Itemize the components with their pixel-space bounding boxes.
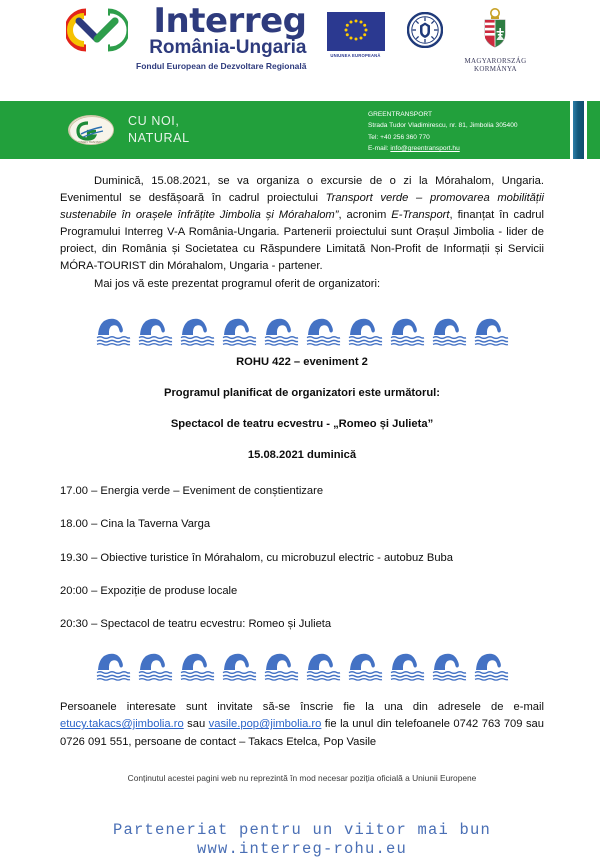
interreg-tagline: Fondul European de Dezvoltare Regională bbox=[136, 61, 307, 72]
company-name: GREENTRANSPORT bbox=[368, 111, 432, 118]
registration-contact-paragraph bbox=[60, 681, 544, 752]
green-header-bar bbox=[0, 101, 600, 159]
slogan-line-1: CU NOI, bbox=[128, 114, 180, 129]
program-intro-paragraph: Mai jos vă este prezentat programul oferit de organizatori: bbox=[94, 278, 381, 291]
wave-icon bbox=[390, 315, 425, 346]
wave-divider-top bbox=[87, 315, 517, 346]
hungary-caption-line1: MAGYARORSZÁG bbox=[464, 57, 527, 65]
wave-icon bbox=[348, 315, 383, 346]
interreg-infinity-icon bbox=[66, 8, 128, 52]
company-address: Strada Tudor Vladimirescu, nr. 81, Jimbolia 305400 bbox=[368, 122, 518, 130]
header-contact-block bbox=[368, 109, 518, 154]
wave-icon bbox=[306, 315, 341, 346]
intro-text-3: , finanțat în cadrul Programului Interreg V-A România-Ungaria. Partenerii proiectului sunt Orașul Jimbolia - lider de proiect, din România și Societatea cu Răspundere Limitată Non-Profit de Informații și Servicii MÓRA-TOURIST din Mórahalom, Ungaria - partener. bbox=[60, 209, 544, 273]
contact-text-2: sau bbox=[183, 718, 209, 731]
document-content bbox=[0, 159, 600, 858]
email-link-pop[interactable]: vasile.pop@jimbolia.ro bbox=[208, 718, 322, 731]
schedule-item: 20:30 – Spectacol de teatru ecvestru: Romeo și Julieta bbox=[60, 618, 332, 631]
wave-icon bbox=[138, 315, 173, 346]
eu-flag-icon bbox=[327, 12, 385, 51]
wave-icon bbox=[264, 650, 299, 681]
company-email-link[interactable]: info@greentransport.hu bbox=[390, 144, 460, 152]
company-slogan bbox=[128, 113, 190, 147]
interreg-subtitle: România-Ungaria bbox=[149, 37, 307, 59]
wave-icon bbox=[96, 315, 131, 346]
schedule-list bbox=[60, 483, 544, 633]
schedule-item: 20:00 – Expoziție de produse locale bbox=[60, 585, 238, 597]
wave-icon bbox=[96, 650, 131, 681]
footer-tagline-block bbox=[60, 821, 544, 858]
wave-icon bbox=[222, 315, 257, 346]
hungary-caption bbox=[465, 57, 527, 73]
footer-tagline: Parteneriat pentru un viitor mai bun bbox=[112, 820, 492, 839]
svg-text:GREEN TRANSPORT: GREEN TRANSPORT bbox=[77, 140, 107, 145]
email-label: E-mail: bbox=[368, 144, 389, 152]
eu-disclaimer: Conținutul acestei pagini web nu reprezintă în mod necesar poziția oficială a Uniunii Europene bbox=[127, 772, 477, 783]
intro-text-2: , acronim bbox=[338, 209, 392, 222]
accent-bar-green bbox=[587, 101, 600, 159]
intro-text-1: Duminică, 15.08.2021, se va organiza o excursie de o zi la Mórahalom, Ungaria. Evenimentul se desfășoară în cadrul proiectului bbox=[60, 175, 544, 205]
header-accent-bars bbox=[570, 101, 600, 159]
wave-icon bbox=[306, 650, 341, 681]
contact-text-1: Persoanele interesate sunt invitate să-se înscrie fie la una din adresele de e-mail bbox=[60, 700, 544, 713]
accent-bar-dark bbox=[573, 101, 584, 159]
hungary-caption-line2: KORMÁNYA bbox=[474, 65, 517, 74]
eu-logo bbox=[327, 12, 385, 58]
schedule-item: 19.30 – Obiective turistice în Mórahalom, cu microbuzul electric - autobuz Buba bbox=[60, 551, 453, 564]
wave-icon bbox=[222, 650, 257, 681]
contact-text-3: fie la unul din telefoanele 0742 763 709 sau 0726 091 551, persoane de contact – Takacs Etelca, Pop Vasile bbox=[60, 718, 544, 748]
greentransport-oval-logo-icon bbox=[68, 115, 114, 145]
heading-program: Programul planificat de organizatori este următorul: bbox=[163, 387, 440, 400]
schedule-item: 17.00 – Energia verde – Eveniment de conștientizare bbox=[60, 485, 324, 498]
company-branding bbox=[68, 113, 190, 147]
wave-icon bbox=[180, 315, 215, 346]
interreg-logo bbox=[66, 1, 307, 72]
wave-icon bbox=[348, 650, 383, 681]
hungary-logo bbox=[465, 8, 527, 73]
footer-url: www.interreg-rohu.eu bbox=[196, 839, 408, 858]
wave-icon bbox=[474, 650, 509, 681]
company-email-line bbox=[368, 143, 518, 154]
interreg-wordmark bbox=[136, 1, 307, 72]
heading-show-title: Spectacol de teatru ecvestru - „Romeo și Julieta” bbox=[170, 418, 434, 431]
heading-event-date: 15.08.2021 duminică bbox=[247, 449, 357, 462]
romania-government-seal-icon bbox=[407, 12, 443, 48]
slogan-line-2: NATURAL bbox=[128, 131, 190, 145]
wave-icon bbox=[390, 650, 425, 681]
wave-icon bbox=[180, 650, 215, 681]
wave-divider-bottom bbox=[87, 650, 517, 681]
heading-rohu-event: ROHU 422 – eveniment 2 bbox=[236, 356, 368, 369]
company-phone: Tel: +40 256 360 770 bbox=[368, 133, 430, 141]
wave-icon bbox=[432, 650, 467, 681]
eu-caption: UNIUNEA EUROPEANĂ bbox=[330, 53, 381, 58]
logo-band bbox=[0, 0, 600, 95]
schedule-item: 18.00 – Cina la Taverna Varga bbox=[60, 518, 211, 531]
wave-icon bbox=[138, 650, 173, 681]
intro-paragraph bbox=[60, 159, 544, 275]
wave-icon bbox=[432, 315, 467, 346]
project-title-italic: Transport verde – promovarea mobilității sustenabile în orașele înfrățite Jimbolia și Mórahalom” bbox=[60, 192, 544, 222]
wave-icon bbox=[264, 315, 299, 346]
acronym-italic: E-Transport bbox=[391, 209, 450, 222]
romania-government-seal bbox=[407, 12, 443, 53]
interreg-title: Interreg bbox=[153, 1, 307, 41]
wave-icon bbox=[474, 315, 509, 346]
email-link-takacs[interactable]: etucy.takacs@jimbolia.ro bbox=[60, 718, 184, 731]
hungary-coat-of-arms-icon bbox=[480, 8, 510, 50]
